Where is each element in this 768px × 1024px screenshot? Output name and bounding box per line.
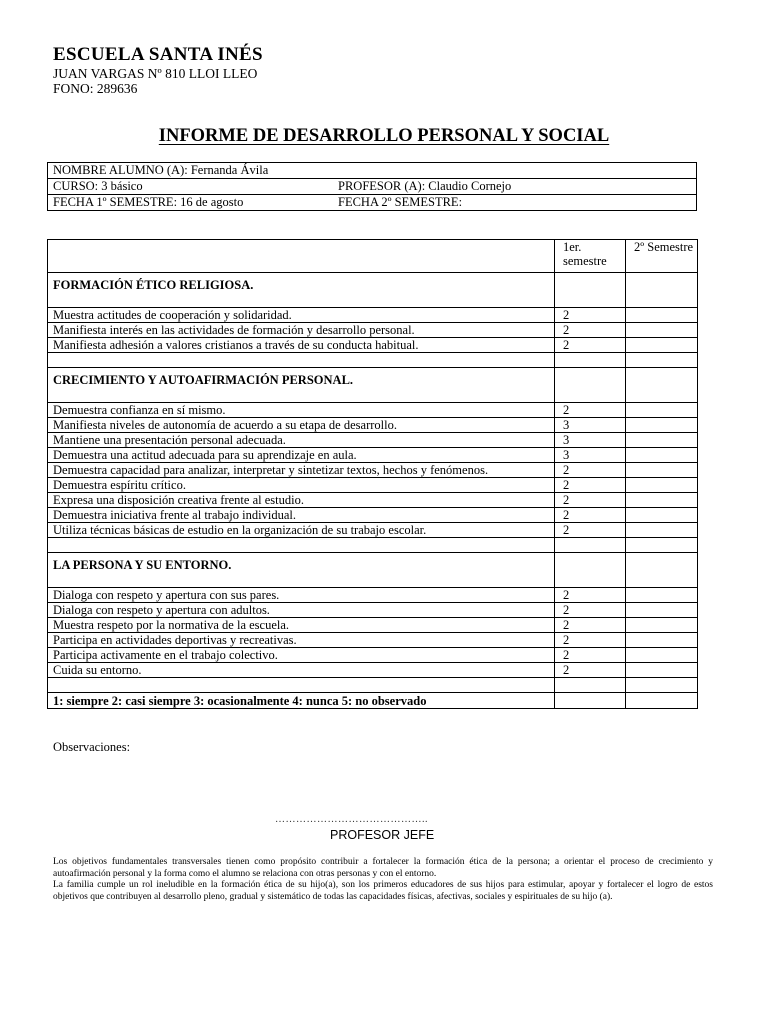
table-row (48, 478, 698, 493)
table-row (48, 418, 698, 433)
table-row (48, 633, 698, 648)
blank-row-text (48, 538, 555, 553)
table-row-first-semester: 2 (555, 618, 626, 633)
table-row-first-semester: 2 (555, 403, 626, 418)
table-row-text: Demuestra capacidad para analizar, interpretar y sintetizar textos, hechos y fenómenos. (48, 463, 555, 478)
school-name: ESCUELA SANTA INÉS (53, 44, 263, 65)
section-header-first-semester (555, 368, 626, 403)
table-row-second-semester (626, 493, 698, 508)
blank-row (48, 538, 698, 553)
table-row-second-semester (626, 338, 698, 353)
table-row-text: Manifiesta interés en las actividades de formación y desarrollo personal. (48, 323, 555, 338)
blank-row (48, 678, 698, 693)
table-row-text: Cuida su entorno. (48, 663, 555, 678)
table-row (48, 493, 698, 508)
table-row (48, 403, 698, 418)
table-row (48, 308, 698, 323)
blank-row-second-semester (626, 353, 698, 368)
blank-row (48, 353, 698, 368)
table-row-text: Demuestra espíritu crítico. (48, 478, 555, 493)
table-row-first-semester: 3 (555, 418, 626, 433)
first-semester-date: FECHA 1º SEMESTRE: 16 de agosto (48, 195, 334, 211)
section-header-text: LA PERSONA Y SU ENTORNO. (48, 553, 555, 588)
table-row (48, 618, 698, 633)
section-header (48, 368, 698, 403)
table-row (48, 338, 698, 353)
table-row-second-semester (626, 463, 698, 478)
table-row-second-semester (626, 618, 698, 633)
table-row (48, 463, 698, 478)
table-row-text: Utiliza técnicas básicas de estudio en la organización de su trabajo escolar. (48, 523, 555, 538)
first-semester-header: 1er. semestre (555, 240, 626, 273)
table-row-text: Expresa una disposición creativa frente al estudio. (48, 493, 555, 508)
blank-row-first-semester (555, 678, 626, 693)
table-row-text: Dialoga con respeto y apertura con adultos. (48, 603, 555, 618)
table-row-text: Demuestra iniciativa frente al trabajo individual. (48, 508, 555, 523)
table-row-second-semester (626, 403, 698, 418)
blank-row-text (48, 353, 555, 368)
student-name: NOMBRE ALUMNO (A): Fernanda Ávila (48, 163, 697, 179)
school-header (53, 44, 263, 96)
section-header (48, 273, 698, 308)
table-row-first-semester: 2 (555, 633, 626, 648)
table-row-text: Mantiene una presentación personal adecuada. (48, 433, 555, 448)
table-row-first-semester: 2 (555, 308, 626, 323)
blank-row-first-semester (555, 538, 626, 553)
table-row-first-semester: 2 (555, 493, 626, 508)
table-row (48, 433, 698, 448)
footer-paragraph: Los objetivos fundamentales transversales tienen como propósito contribuir a fortalecer la formación ética de la persona; a orientar el proceso de crecimiento y autoafirmación personal y la forma como el alumno se relaciona con otras personas y con el entorno. (53, 857, 713, 879)
student-info-table (47, 162, 697, 211)
table-row-second-semester (626, 508, 698, 523)
table-row (48, 323, 698, 338)
legend-row (48, 693, 698, 709)
blank-row-second-semester (626, 678, 698, 693)
table-row-text: Manifiesta adhesión a valores cristianos a través de su conducta habitual. (48, 338, 555, 353)
section-header-text: FORMACIÓN ÉTICO RELIGIOSA. (48, 273, 555, 308)
footer-paragraph: La familia cumple un rol ineludible en la formación ética de su hijo(a), son los primeros educadores de sus hijos para estimular, apoyar y fortalecer el logro de estos objetivos que contribuyen al desarrollo pleno, gradual y sistemático de todas las capacidades físicas, afectivas, sociales y espirituales de su hijo (a). (53, 880, 713, 902)
table-row-first-semester: 2 (555, 338, 626, 353)
blank-row-text (48, 678, 555, 693)
section-header-first-semester (555, 553, 626, 588)
school-address: JUAN VARGAS Nº 810 LLOI LLEO (53, 66, 258, 81)
table-row-first-semester: 3 (555, 448, 626, 463)
table-row-first-semester: 2 (555, 588, 626, 603)
table-row-text: Dialoga con respeto y apertura con sus pares. (48, 588, 555, 603)
table-row-first-semester: 2 (555, 648, 626, 663)
table-row-second-semester (626, 308, 698, 323)
table-row (48, 523, 698, 538)
table-row-first-semester: 3 (555, 433, 626, 448)
school-phone: FONO: 289636 (53, 81, 138, 96)
table-row-second-semester (626, 523, 698, 538)
second-semester-header: 2º Semestre (626, 240, 698, 273)
table-row-text: Muestra actitudes de cooperación y solidaridad. (48, 308, 555, 323)
table-row-first-semester: 2 (555, 323, 626, 338)
table-row (48, 508, 698, 523)
section-header-text: CRECIMIENTO Y AUTOAFIRMACIÓN PERSONAL. (48, 368, 555, 403)
table-row-text: Demuestra confianza en sí mismo. (48, 403, 555, 418)
table-row-first-semester: 2 (555, 663, 626, 678)
footer-text (53, 857, 713, 903)
table-row (48, 663, 698, 678)
table-row-second-semester (626, 648, 698, 663)
table-row (48, 648, 698, 663)
blank-row-first-semester (555, 353, 626, 368)
table-row-second-semester (626, 448, 698, 463)
table-row-first-semester: 2 (555, 523, 626, 538)
signature-line: …………………………………….. (275, 814, 428, 825)
table-row-second-semester (626, 433, 698, 448)
section-header-second-semester (626, 553, 698, 588)
section-header (48, 553, 698, 588)
table-row-text: Demuestra una actitud adecuada para su aprendizaje en aula. (48, 448, 555, 463)
table-row-second-semester (626, 323, 698, 338)
table-row-text: Participa en actividades deportivas y recreativas. (48, 633, 555, 648)
teacher: PROFESOR (A): Claudio Cornejo (333, 179, 697, 195)
table-row (48, 603, 698, 618)
table-row-second-semester (626, 603, 698, 618)
table-row-second-semester (626, 633, 698, 648)
legend-blank-cell (626, 693, 698, 709)
table-row-second-semester (626, 663, 698, 678)
section-header-second-semester (626, 273, 698, 308)
table-row-text: Manifiesta niveles de autonomía de acuerdo a su etapa de desarrollo. (48, 418, 555, 433)
course: CURSO: 3 básico (48, 179, 334, 195)
table-row-second-semester (626, 478, 698, 493)
header-blank-cell (48, 240, 555, 273)
table-row-first-semester: 2 (555, 478, 626, 493)
table-row-first-semester: 2 (555, 508, 626, 523)
blank-row-second-semester (626, 538, 698, 553)
evaluation-table (47, 239, 698, 709)
second-semester-date: FECHA 2º SEMESTRE: (333, 195, 697, 211)
table-row (48, 448, 698, 463)
table-row-first-semester: 2 (555, 603, 626, 618)
observations-label: Observaciones: (53, 740, 131, 754)
signature-label: PROFESOR JEFE (330, 828, 435, 842)
table-row-second-semester (626, 588, 698, 603)
legend-text: 1: siempre 2: casi siempre 3: ocasionalmente 4: nunca 5: no observado (48, 693, 555, 709)
report-title: INFORME DE DESARROLLO PERSONAL Y SOCIAL (158, 126, 610, 146)
legend-blank-cell (555, 693, 626, 709)
table-row-second-semester (626, 418, 698, 433)
table-row-text: Participa activamente en el trabajo colectivo. (48, 648, 555, 663)
table-row-text: Muestra respeto por la normativa de la escuela. (48, 618, 555, 633)
table-row (48, 588, 698, 603)
section-header-first-semester (555, 273, 626, 308)
section-header-second-semester (626, 368, 698, 403)
table-row-first-semester: 2 (555, 463, 626, 478)
